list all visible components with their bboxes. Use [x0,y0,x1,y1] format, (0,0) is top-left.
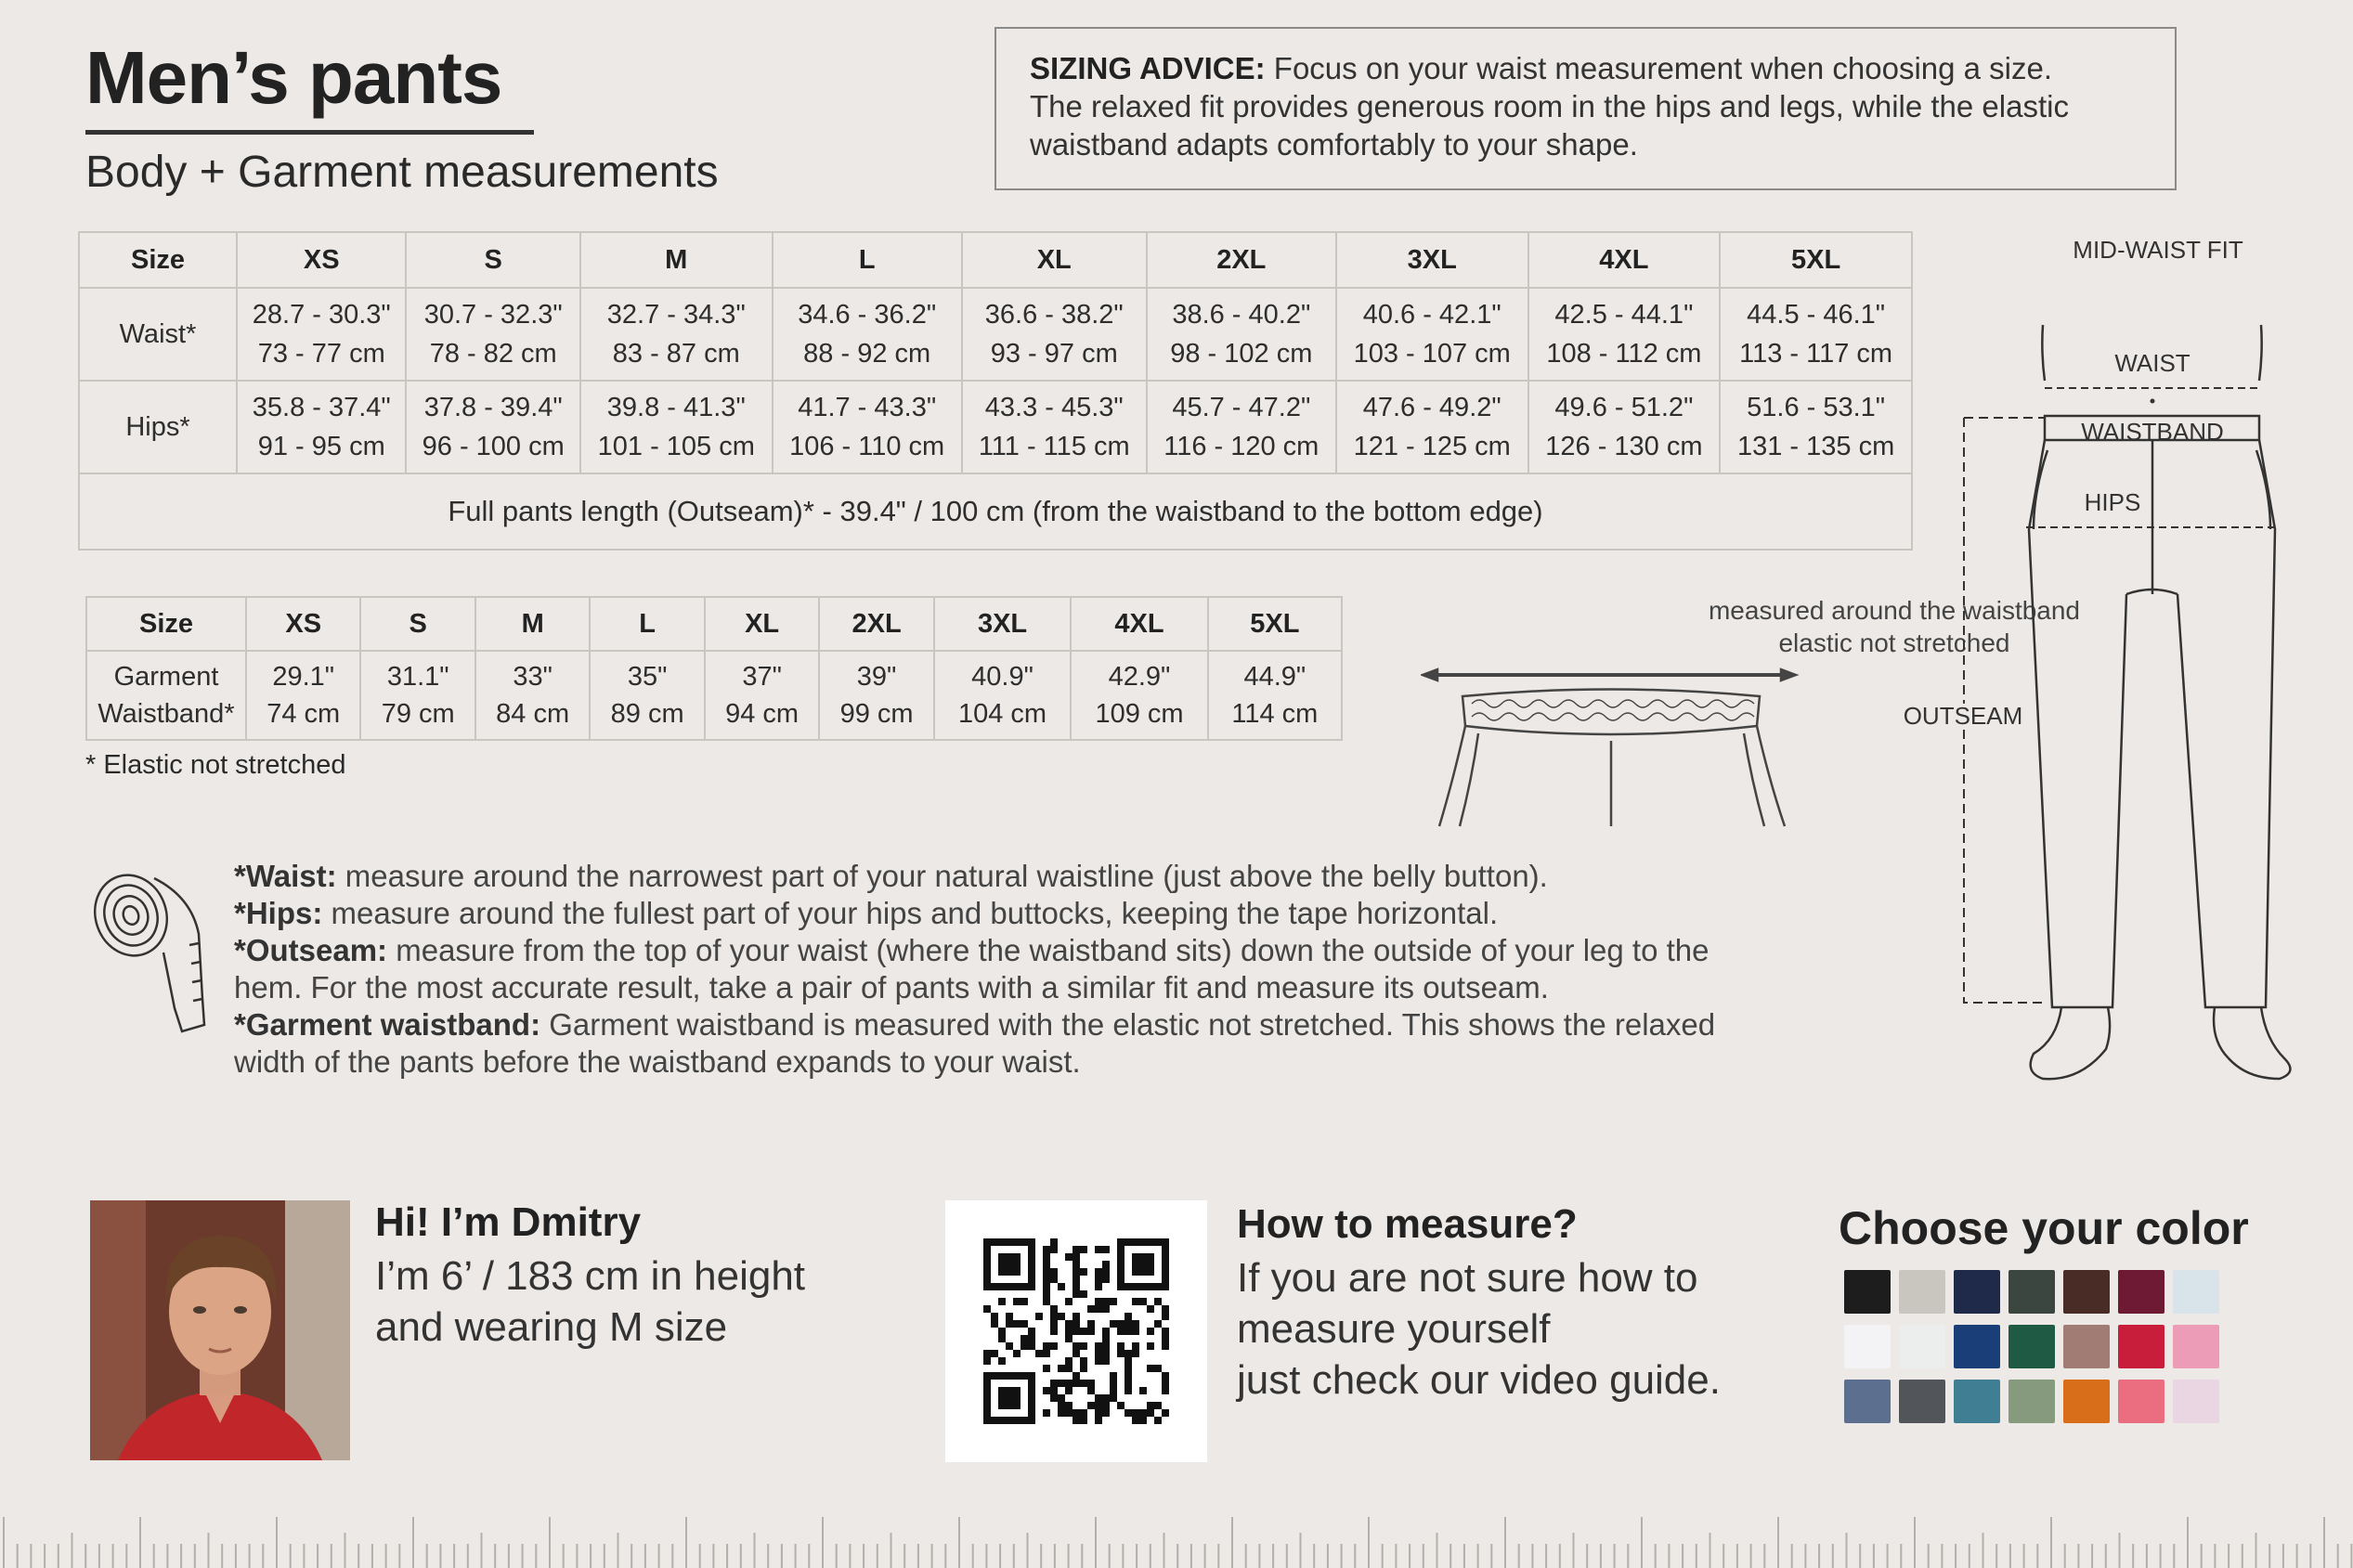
size-col-l: L [590,597,704,651]
table-cell: 42.5 - 44.1" 108 - 112 cm [1528,288,1721,381]
color-swatch[interactable] [2063,1325,2110,1368]
color-swatch[interactable] [1844,1325,1891,1368]
color-swatch[interactable] [1899,1270,1945,1314]
tape-measure-icon [89,860,210,1036]
table-cell: 39" 99 cm [819,651,933,740]
garment-waistband-label: Garment Waistband* [86,651,246,740]
color-swatch[interactable] [1899,1380,1945,1423]
table-cell: 38.6 - 40.2" 98 - 102 cm [1147,288,1336,381]
sizing-advice-line1: Focus on your waist measurement when choosing a size. [1265,51,2053,85]
color-swatch[interactable] [2118,1325,2164,1368]
color-swatch[interactable] [2173,1270,2219,1314]
table-cell: 45.7 - 47.2" 116 - 120 cm [1147,381,1336,473]
model-height: I’m 6’ / 183 cm in height [375,1253,806,1299]
size-col-xl: XL [962,232,1147,288]
color-swatch[interactable] [2063,1270,2110,1314]
model-size: and wearing M size [375,1304,728,1350]
sizing-advice-box [994,27,2177,190]
size-col-5xl: 5XL [1208,597,1342,651]
definition-waist: *Waist: measure around the narrowest part of your natural waistline (just above the belly button). [234,859,1548,893]
outseam-label: OUTSEAM [1903,702,2023,730]
size-col-4xl: 4XL [1528,232,1721,288]
size-col-xs: XS [237,232,406,288]
color-swatches [1844,1270,2234,1423]
waistband-label: WAISTBAND [2081,418,2224,446]
hips-label: HIPS [2084,488,2141,516]
model-name: Hi! I’m Dmitry [375,1199,642,1245]
size-col-4xl: 4XL [1071,597,1207,651]
size-header: Size [86,597,246,651]
table-cell: 36.6 - 38.2" 93 - 97 cm [962,288,1147,381]
size-col-5xl: 5XL [1720,232,1912,288]
waist-label: WAIST [2114,349,2190,377]
color-swatch[interactable] [2008,1380,2055,1423]
color-swatch[interactable] [2008,1325,2055,1368]
title-underline [85,130,534,135]
body-measurements-table [78,231,1913,551]
page-subtitle: Body + Garment measurements [85,148,719,197]
color-swatch[interactable] [2118,1270,2164,1314]
color-swatch[interactable] [2063,1380,2110,1423]
color-swatch[interactable] [1899,1325,1945,1368]
table-cell: 41.7 - 43.3" 106 - 110 cm [773,381,962,473]
table-cell: 40.6 - 42.1" 103 - 107 cm [1336,288,1528,381]
table-cell: 49.6 - 51.2" 126 - 130 cm [1528,381,1721,473]
color-swatch[interactable] [1954,1325,2000,1368]
size-header: Size [79,232,237,288]
color-swatch[interactable] [1844,1270,1891,1314]
waistband-illustration [1421,659,1801,831]
size-col-2xl: 2XL [819,597,933,651]
waistband-caption-line2: elastic not stretched [1778,628,2010,657]
table-cell: 43.3 - 45.3" 111 - 115 cm [962,381,1147,473]
how-to-measure-title: How to measure? [1237,1201,1578,1247]
model-photo [90,1200,350,1460]
how-to-measure-line2: measure yourself [1237,1306,1551,1352]
waist-row-label: Waist* [79,288,237,381]
ruler-decoration [0,1495,2353,1568]
table-cell: 34.6 - 36.2" 88 - 92 cm [773,288,962,381]
garment-waistband-table [85,596,1343,741]
sizing-advice-line2: The relaxed fit provides generous room in the hips and legs, while the elastic waistband adapts comfortably to your shape. [1030,89,2069,162]
elastic-note: * Elastic not stretched [85,750,346,780]
color-swatch[interactable] [1954,1380,2000,1423]
color-swatch[interactable] [2173,1380,2219,1423]
table-cell: 35" 89 cm [590,651,704,740]
table-cell: 30.7 - 32.3" 78 - 82 cm [406,288,579,381]
size-col-m: M [475,597,590,651]
sizing-advice-label: SIZING ADVICE: [1030,51,1266,85]
table-cell: 37.8 - 39.4" 96 - 100 cm [406,381,579,473]
measurement-definitions [234,858,1766,1081]
color-swatch[interactable] [2173,1325,2219,1368]
definition-garment-waistband: *Garment waistband: Garment waistband is measured with the elastic not stretched. This shows the relaxed width of the pants before the waistband expands to your waist. [234,1007,1716,1079]
hips-row [79,381,1912,473]
definition-outseam: *Outseam: measure from the top of your waist (where the waistband sits) down the outside of your leg to the hem. For the most accurate result, take a pair of pants with a similar fit and measure its outseam. [234,933,1710,1004]
qr-code-icon [945,1200,1207,1462]
color-swatch[interactable] [2008,1270,2055,1314]
table-cell: 35.8 - 37.4" 91 - 95 cm [237,381,406,473]
how-to-measure-line1: If you are not sure how to [1237,1255,1698,1301]
table-cell: 44.9" 114 cm [1208,651,1342,740]
size-col-3xl: 3XL [934,597,1071,651]
size-col-xs: XS [246,597,360,651]
mid-waist-fit-label: MID-WAIST FIT [2073,236,2243,264]
size-col-2xl: 2XL [1147,232,1336,288]
color-swatch[interactable] [2118,1380,2164,1423]
table-cell: 51.6 - 53.1" 131 - 135 cm [1720,381,1912,473]
pants-figure [1894,232,2312,1095]
table-cell: 40.9" 104 cm [934,651,1071,740]
table-cell: 33" 84 cm [475,651,590,740]
definition-hips: *Hips: measure around the fullest part of your hips and buttocks, keeping the tape horizontal. [234,896,1499,930]
size-col-xl: XL [705,597,819,651]
size-col-l: L [773,232,962,288]
waistband-caption-line1: measured around the waistband [1708,596,2081,625]
table-cell: 47.6 - 49.2" 121 - 125 cm [1336,381,1528,473]
size-col-m: M [580,232,773,288]
size-col-s: S [360,597,474,651]
color-swatch[interactable] [1954,1270,2000,1314]
size-col-s: S [406,232,579,288]
table-cell: 29.1" 74 cm [246,651,360,740]
table-cell: 44.5 - 46.1" 113 - 117 cm [1720,288,1912,381]
color-swatch[interactable] [1844,1380,1891,1423]
how-to-measure-line3: just check our video guide. [1237,1357,1721,1403]
full-length-note: Full pants length (Outseam)* - 39.4" / 100 cm (from the waistband to the bottom edge) [79,473,1912,550]
table-cell: 37" 94 cm [705,651,819,740]
size-col-3xl: 3XL [1336,232,1528,288]
page-title: Men’s pants [85,36,502,119]
table-cell: 39.8 - 41.3" 101 - 105 cm [580,381,773,473]
hips-row-label: Hips* [79,381,237,473]
table-cell: 28.7 - 30.3" 73 - 77 cm [237,288,406,381]
table-cell: 42.9" 109 cm [1071,651,1207,740]
qr-code[interactable] [945,1200,1207,1462]
waist-row [79,288,1912,381]
table-cell: 32.7 - 34.3" 83 - 87 cm [580,288,773,381]
table-cell: 31.1" 79 cm [360,651,474,740]
garment-waistband-row [86,651,1342,740]
choose-color-title: Choose your color [1839,1202,2249,1254]
